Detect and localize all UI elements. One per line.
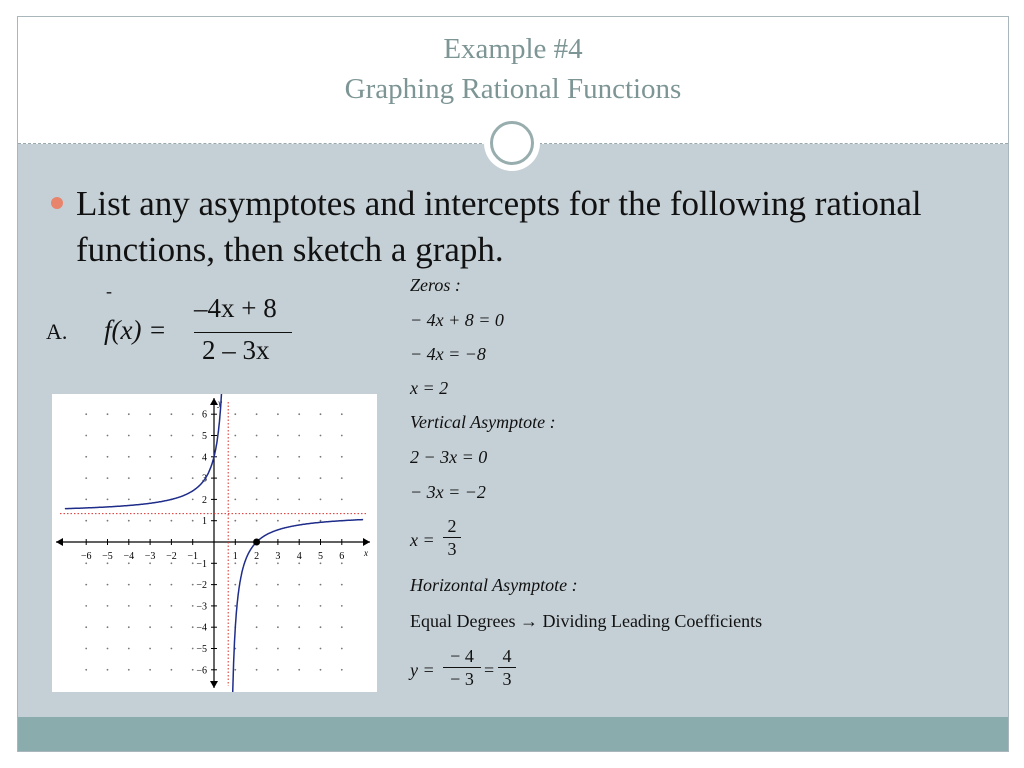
grid-dot — [341, 648, 343, 650]
grid-dot — [234, 477, 236, 479]
grid-dot — [85, 605, 87, 607]
grid-dot — [320, 605, 322, 607]
grid-dot — [85, 456, 87, 458]
grid-dot — [320, 648, 322, 650]
slide-footer-bar — [18, 717, 1008, 751]
grid-dot — [128, 520, 130, 522]
grid-dot — [192, 562, 194, 564]
va-step-2: − 3x = −2 — [410, 482, 486, 502]
grid-dot — [128, 562, 130, 564]
y-tick-label: 2 — [202, 494, 207, 506]
grid-dot — [107, 584, 109, 586]
grid-dot — [277, 477, 279, 479]
grid-dot — [85, 584, 87, 586]
grid-dot — [256, 562, 258, 564]
grid-dot — [256, 477, 258, 479]
grid-dot — [128, 584, 130, 586]
ha-fraction-1 — [443, 645, 481, 690]
grid-dot — [107, 520, 109, 522]
y-tick-label: 6 — [202, 409, 207, 421]
x-tick-label: −3 — [144, 551, 156, 562]
grid-dot — [192, 626, 194, 628]
grid-dot — [277, 669, 279, 671]
x-tick-label: −5 — [102, 551, 113, 562]
problem-label: A. — [46, 319, 68, 344]
grid-dot — [341, 477, 343, 479]
grid-dot — [277, 626, 279, 628]
grid-dot — [277, 499, 279, 501]
grid-dot — [256, 413, 258, 415]
y-tick-label: −6 — [196, 665, 207, 677]
y-tick-label: −2 — [196, 580, 207, 592]
grid-dot — [234, 499, 236, 501]
grid-dot — [320, 456, 322, 458]
va-step-1: 2 − 3x = 0 — [410, 447, 488, 467]
grid-dot — [192, 413, 194, 415]
grid-dot — [234, 435, 236, 437]
y-axis-label: y — [218, 398, 222, 408]
grid-dot — [107, 562, 109, 564]
grid-dot — [128, 605, 130, 607]
grid-dot — [256, 669, 258, 671]
grid-dot — [107, 435, 109, 437]
y-axis-top-arrow — [210, 398, 218, 405]
grid-dot — [171, 584, 173, 586]
grid-dot — [85, 648, 87, 650]
x-tick-label: 4 — [296, 551, 302, 562]
x-tick-label: 6 — [339, 551, 345, 562]
grid-dot — [128, 435, 130, 437]
grid-dot — [128, 648, 130, 650]
grid-dot — [298, 648, 300, 650]
grid-dot — [234, 456, 236, 458]
grid-dot — [277, 520, 279, 522]
grid-dot — [149, 605, 151, 607]
grid-dot — [234, 413, 236, 415]
grid-dot — [341, 584, 343, 586]
x-axis-right-arrow — [363, 538, 370, 546]
y-tick-label: 5 — [202, 431, 207, 442]
grid-dot — [149, 669, 151, 671]
ha-rule: Equal Degrees → Dividing Leading Coefficients — [410, 611, 763, 631]
grid-dot — [149, 499, 151, 501]
grid-dot — [234, 562, 236, 564]
grid-dot — [256, 435, 258, 437]
grid-dot — [128, 669, 130, 671]
bullet-text: List any asymptotes and intercepts for the following rational functions, then sketch a graph. — [76, 184, 922, 269]
grid-dot — [234, 605, 236, 607]
zeros-step-3: x = 2 — [410, 378, 449, 398]
grid-dot — [192, 648, 194, 650]
grid-dot — [256, 626, 258, 628]
stray-mark: - — [106, 281, 112, 301]
ha-fraction-2 — [498, 645, 516, 690]
grid-dot — [171, 477, 173, 479]
grid-dot — [320, 413, 322, 415]
grid-dot — [277, 648, 279, 650]
y-tick-label: −3 — [196, 601, 207, 613]
grid-dot — [149, 413, 151, 415]
grid-dot — [85, 669, 87, 671]
divider-ring-ornament — [484, 115, 540, 171]
grid-dot — [107, 648, 109, 650]
grid-dot — [149, 477, 151, 479]
horizontal-asymptote-heading: Horizontal Asymptote : — [410, 575, 578, 595]
grid-dot — [298, 456, 300, 458]
grid-dot — [107, 477, 109, 479]
grid-dot — [192, 605, 194, 607]
grid-dot — [128, 499, 130, 501]
grid-dot — [128, 413, 130, 415]
grid-dot — [192, 499, 194, 501]
zeros-step-2: − 4x = −8 — [410, 344, 486, 364]
grid-dot — [320, 435, 322, 437]
grid-dot — [107, 413, 109, 415]
y-tick-label: −4 — [196, 622, 207, 634]
grid-dot — [341, 499, 343, 501]
grid-dot — [171, 648, 173, 650]
ha-fraction-2-numerator: 4 — [498, 645, 516, 668]
grid-dot — [234, 584, 236, 586]
grid-dot — [128, 456, 130, 458]
vertical-asymptote-heading: Vertical Asymptote : — [410, 412, 556, 432]
grid-dot — [256, 520, 258, 522]
function-fraction-bar — [194, 332, 292, 333]
function-numerator: –4x + 8 — [194, 293, 277, 323]
grid-dot — [149, 648, 151, 650]
slide-title — [18, 29, 1008, 109]
grid-dot — [341, 562, 343, 564]
grid-dot — [171, 605, 173, 607]
grid-dot — [234, 669, 236, 671]
grid-dot — [320, 562, 322, 564]
grid-dot — [256, 605, 258, 607]
y-tick-label: 4 — [202, 452, 207, 464]
y-tick-label: −1 — [196, 558, 207, 570]
grid-dot — [298, 626, 300, 628]
grid-dot — [320, 584, 322, 586]
grid-dot — [107, 626, 109, 628]
grid-dot — [85, 499, 87, 501]
grid-dot — [171, 669, 173, 671]
grid-dot — [277, 435, 279, 437]
grid-dot — [107, 456, 109, 458]
y-tick-label: 1 — [202, 516, 207, 528]
grid-dot — [85, 477, 87, 479]
x-tick-label: 5 — [318, 551, 323, 562]
grid-dot — [277, 584, 279, 586]
x-tick-label: 3 — [275, 551, 281, 562]
grid-dot — [149, 626, 151, 628]
grid-dot — [107, 499, 109, 501]
zeros-step-1: − 4x + 8 = 0 — [410, 310, 504, 330]
va-result-fraction — [443, 515, 461, 560]
grid-dot — [298, 520, 300, 522]
grid-dot — [234, 520, 236, 522]
grid-dot — [320, 520, 322, 522]
zero-point — [253, 539, 260, 546]
va-result-lhs: x = — [410, 530, 435, 550]
grid-dot — [320, 626, 322, 628]
x-tick-label: −4 — [123, 551, 135, 562]
bullet-icon — [51, 197, 63, 209]
grid-dot — [341, 435, 343, 437]
grid-dot — [341, 456, 343, 458]
ha-fraction-2-denominator: 3 — [502, 669, 512, 689]
grid-dot — [256, 456, 258, 458]
grid-dot — [149, 435, 151, 437]
grid-dot — [341, 626, 343, 628]
grid-dot — [298, 435, 300, 437]
grid-dot — [171, 456, 173, 458]
grid-dot — [277, 456, 279, 458]
grid-dot — [320, 499, 322, 501]
grid-dot — [171, 520, 173, 522]
y-axis-bottom-arrow — [210, 681, 218, 688]
x-tick-label: −6 — [80, 551, 92, 562]
x-tick-label: −1 — [187, 551, 199, 562]
x-tick-label: 1 — [232, 551, 238, 562]
grid-dot — [341, 413, 343, 415]
ha-equals: = — [484, 660, 495, 680]
ha-fraction-1-denominator: − 3 — [450, 669, 474, 689]
function-graph — [52, 394, 377, 692]
y-tick-label: 3 — [202, 473, 207, 485]
grid-dot — [171, 626, 173, 628]
grid-dot — [192, 477, 194, 479]
grid-dot — [277, 562, 279, 564]
grid-dot — [298, 477, 300, 479]
zeros-heading: Zeros : — [410, 275, 461, 295]
va-result-numerator: 2 — [443, 515, 461, 538]
grid-dot — [171, 435, 173, 437]
grid-dot — [256, 499, 258, 501]
slide — [17, 16, 1009, 752]
grid-dot — [320, 669, 322, 671]
grid-dot — [298, 669, 300, 671]
grid-dot — [298, 605, 300, 607]
ha-fraction-1-numerator: − 4 — [443, 645, 481, 668]
grid-dot — [149, 584, 151, 586]
grid-dot — [298, 584, 300, 586]
grid-dot — [192, 520, 194, 522]
grid-dot — [192, 669, 194, 671]
grid-dot — [85, 435, 87, 437]
grid-dot — [298, 562, 300, 564]
function-lhs: f(x) = — [104, 315, 167, 345]
grid-dot — [192, 584, 194, 586]
grid-dot — [107, 605, 109, 607]
y-tick-label: −5 — [196, 644, 207, 655]
grid-dot — [277, 605, 279, 607]
x-tick-label: 2 — [254, 551, 260, 562]
graph-svg — [52, 394, 377, 692]
curve-right-branch — [233, 520, 363, 692]
ha-result-lhs: y = — [410, 660, 435, 680]
grid-dot — [128, 626, 130, 628]
x-axis-left-arrow — [56, 538, 63, 546]
grid-dot — [320, 477, 322, 479]
grid-dot — [256, 584, 258, 586]
function-denominator: 2 – 3x — [202, 335, 270, 365]
grid-dot — [85, 413, 87, 415]
grid-dot — [298, 499, 300, 501]
grid-dot — [298, 413, 300, 415]
grid-dot — [149, 520, 151, 522]
curve-left-branch — [65, 394, 222, 509]
grid-dot — [107, 669, 109, 671]
grid-dot — [128, 477, 130, 479]
grid-dot — [85, 520, 87, 522]
grid-dot — [171, 413, 173, 415]
grid-dot — [341, 605, 343, 607]
x-tick-label: −2 — [166, 551, 177, 562]
x-axis-label: x — [364, 548, 368, 558]
grid-dot — [341, 669, 343, 671]
grid-dot — [192, 456, 194, 458]
grid-dot — [85, 562, 87, 564]
grid-dot — [149, 562, 151, 564]
grid-dot — [149, 456, 151, 458]
va-result-denominator: 3 — [447, 539, 457, 559]
title-line-2: Graphing Rational Functions — [344, 73, 682, 105]
grid-dot — [256, 648, 258, 650]
grid-dot — [277, 413, 279, 415]
title-line-1: Example #4 — [443, 33, 583, 65]
grid-dot — [171, 562, 173, 564]
grid-dot — [192, 435, 194, 437]
grid-dot — [85, 626, 87, 628]
